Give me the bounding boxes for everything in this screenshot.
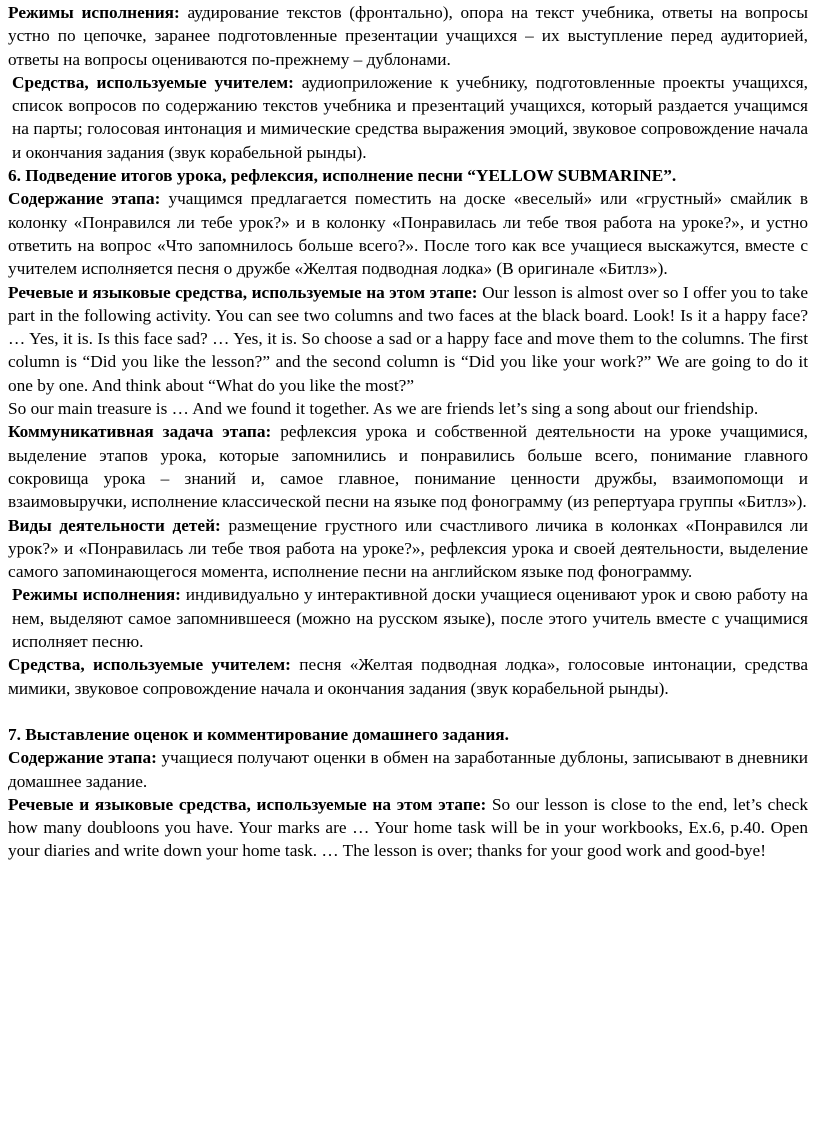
paragraph-label: Средства, используемые учителем: <box>12 72 294 92</box>
paragraph-label: Режимы исполнения: <box>8 3 180 22</box>
paragraph-modes-2 <box>8 583 808 653</box>
section-heading-6 <box>8 164 808 187</box>
section-heading-7 <box>8 723 808 746</box>
paragraph-speech-means-6 <box>8 281 808 397</box>
blank-line <box>8 700 808 723</box>
paragraph-speech-means-7 <box>8 793 808 863</box>
paragraph-teacher-means-2 <box>8 653 808 700</box>
paragraph-label: Речевые и языковые средства, используемые на этом этапе: <box>8 794 487 814</box>
section-heading-label: 6. Подведение итогов урока, рефлексия, исполнение песни “YELLOW SUBMARINE”. <box>8 166 677 186</box>
paragraph-text: индивидуально у интерактивной доски учащиеся оценивают урок и свою работу на нем, выделяют самое запомнившееся (можно на русском языке), после этого учитель вместе с учащимися исполняет песню. <box>12 585 808 652</box>
paragraph-text: аудиоприложение к учебнику, подготовленные проекты учащихся, список вопросов по содержанию текстов учебника и презентаций учащихся, который раздается учащимся на парты; голосовая интонация и мимические средства выражения эмоций, звуковое сопровождение начала и окончания задания (звук корабельной рынды). <box>12 72 809 162</box>
paragraph-label: Виды деятельности детей: <box>8 515 221 535</box>
paragraph-text: учащиеся получают оценки в обмен на заработанные дублоны, записывают в дневники домашнее задание. <box>8 748 809 791</box>
paragraph-treasure <box>8 397 808 420</box>
paragraph-text: рефлексия урока и собственной деятельности на уроке учащимися, выделение этапов урока, которые запомнились и понравились больше всего, понимание главного сокровища урока – знаний и, самое главное, понимание ценности дружбы, взаимопомощи и взаимовыручки, исполнение классической песни на языке под фонограмму (из репертуара группы «Битлз»). <box>8 422 808 512</box>
paragraph-communicative-task <box>8 420 808 513</box>
paragraph-text: песня «Желтая подводная лодка», голосовые интонации, средства мимики, звуковое сопровождение начала и окончания задания (звук корабельной рынды). <box>8 655 808 698</box>
section-heading-label: 7. Выставление оценок и комментирование домашнего задания. <box>8 724 509 744</box>
paragraph-children-activities <box>8 514 808 584</box>
paragraph-label: Режимы исполнения: <box>12 585 181 605</box>
paragraph-text: учащимся предлагается поместить на доске «веселый» или «грустный» смайлик в колонку «Понравился ли тебе урок?» и в колонку «Понравилась ли тебе твоя работа на уроке?», и устно ответить на вопрос «Что запомнилось больше всего?». После того как все учащиеся выскажутся, вместе с учителем исполняется песня о дружбе «Желтая подводная лодка» (В оригинале «Битлз»). <box>8 189 809 279</box>
paragraph-label: Средства, используемые учителем: <box>8 655 291 675</box>
paragraph-modes-1 <box>8 1 808 71</box>
paragraph-text: размещение грустного или счастливого личика в колонках «Понравился ли урок?» и «Понравилась ли тебе твоя работа на уроке?», рефлексия урока и своей деятельности, выделение самого запоминающегося момента, исполнение песни на английском языке под фонограмму. <box>8 515 808 582</box>
paragraph-stage-content-7 <box>8 746 808 793</box>
paragraph-label: Коммуникативная задача этапа: <box>8 422 272 442</box>
paragraph-text: аудирование текстов (фронтально), опора на текст учебника, ответы на вопросы устно по цепочке, заранее подготовленные презентации учащихся – их выступление перед аудиторией, ответы на вопросы оцениваются по-прежнему – дублонами. <box>8 3 808 69</box>
paragraph-text: Our lesson is almost over so I offer you to take part in the following activity. You can see two columns and two faces at the black board. Look! Is it a happy face? … Yes, it is. Is this face sad? … Yes, it is. So choose a sad or a happy face and move them to the columns. The first column is “Did you like the lesson?” and the second column is “Did you like your work?” We are going to do it one by one. And think about “What do you like the most?” <box>8 282 808 395</box>
paragraph-teacher-means-1 <box>8 71 808 164</box>
paragraph-stage-content-6 <box>8 187 808 280</box>
paragraph-label: Содержание этапа: <box>8 748 157 768</box>
paragraph-text: So our lesson is close to the end, let’s check how many doubloons you have. Your marks are … Your home task will be in your workbooks, Ex.6, p.40. Open your diaries and write down your home task. … The lesson is over; thanks for your good work and good-bye! <box>8 794 808 861</box>
paragraph-label: Речевые и языковые средства, используемые на этом этапе: <box>8 282 478 302</box>
paragraph-text: So our main treasure is … And we found it together. As we are friends let’s sing a song about our friendship. <box>8 399 759 419</box>
paragraph-label: Содержание этапа: <box>8 189 161 209</box>
